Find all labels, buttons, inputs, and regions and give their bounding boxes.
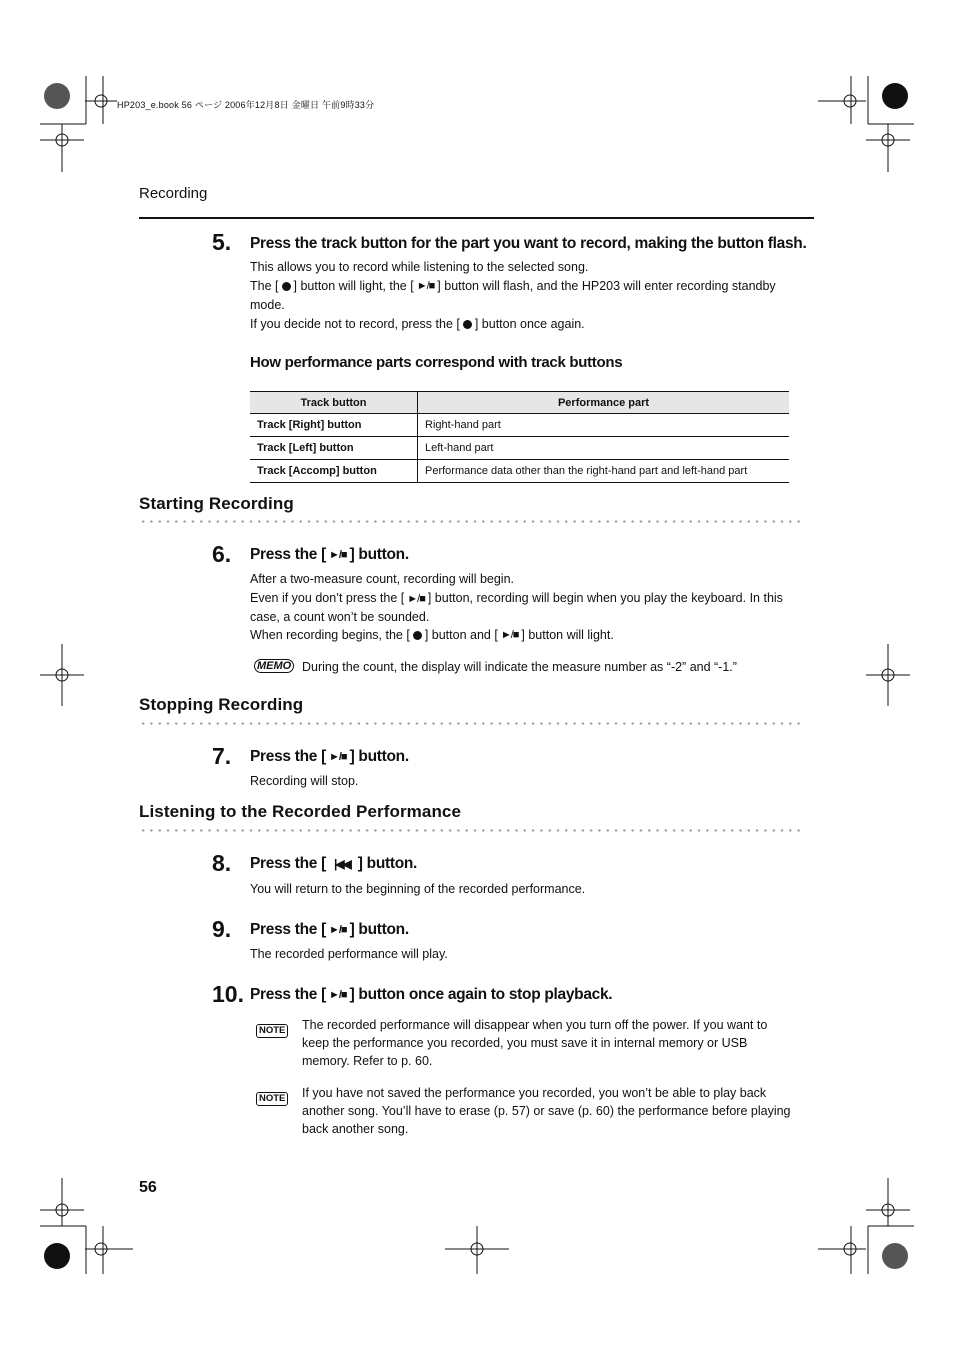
step-10-number: 10. <box>212 981 244 1007</box>
step-6-title <box>250 546 409 564</box>
step-9-line: The recorded performance will play. <box>250 947 448 961</box>
step-5-number: 5. <box>212 229 232 255</box>
step-10-title <box>250 986 612 1004</box>
text: ] button. <box>349 546 409 563</box>
play-stop-icon: ►/■ <box>500 628 519 641</box>
text: ] button once again. <box>474 317 585 332</box>
page-number: 56 <box>139 1179 157 1196</box>
table-row <box>250 437 789 460</box>
note-text: The recorded performance will disappear when you turn off the power. If you want to keep the performance you recorded, you must save it in internal memory or USB memory. Refer to p. 60. <box>302 1018 768 1068</box>
record-icon <box>282 282 291 291</box>
text: Even if you don’t press the [ <box>250 591 405 605</box>
step-7-line: Recording will stop. <box>250 774 359 788</box>
text: The [ <box>250 279 279 293</box>
step-8-number: 8. <box>212 850 232 876</box>
text: Press the [ <box>250 748 326 765</box>
print-header: HP203_e.book 56 ページ 2006年12月8日 金曜日 午前9時33分 <box>117 100 375 110</box>
note-icon: NOTE <box>256 1092 288 1106</box>
text: ] button and [ <box>424 627 498 642</box>
record-icon <box>463 320 472 329</box>
play-stop-icon: ►/■ <box>328 988 347 1001</box>
header-rule <box>139 217 814 219</box>
memo-icon: MEMO <box>254 659 294 673</box>
note-text: If you have not saved the performance you recorded, you won’t be able to play back another song. You’ll have to erase (p. 57) or save (p. 60) the performance before playing back another song. <box>302 1086 791 1136</box>
text: ] button once again to stop playback. <box>349 986 613 1003</box>
text: ] button will flash, and the HP203 will enter recording standby mode. <box>250 279 776 313</box>
step-7-title <box>250 748 409 766</box>
column-header: Performance part <box>418 392 790 414</box>
step-5-line <box>250 277 800 315</box>
step-8-title <box>250 855 417 873</box>
note-icon: NOTE <box>256 1024 288 1038</box>
table-cell: Track [Right] button <box>250 414 418 437</box>
text: ] button. <box>349 921 409 938</box>
section-heading-starting: Starting Recording <box>139 494 294 513</box>
text: Press the [ <box>250 546 326 563</box>
text: When recording begins, the [ <box>250 627 410 642</box>
step-8-line: You will return to the beginning of the recorded performance. <box>250 882 586 896</box>
play-stop-icon: ►/■ <box>407 592 425 605</box>
text: Press the [ <box>250 986 326 1003</box>
play-stop-icon: ►/■ <box>328 923 347 936</box>
text: If you decide not to record, press the [ <box>250 317 460 332</box>
column-header: Track button <box>250 392 418 414</box>
step-6-number: 6. <box>212 541 232 567</box>
text: ] button will light. <box>521 627 614 642</box>
step-6-line <box>250 589 800 626</box>
play-stop-icon: ►/■ <box>328 750 347 763</box>
text: ] button, recording will begin when you play the keyboard. In this case, a count won’t be sounded. <box>250 591 783 624</box>
section-heading-listening: Listening to the Recorded Performance <box>139 802 462 821</box>
step-6-body <box>250 570 800 645</box>
text: Press the [ <box>250 855 326 872</box>
step-5-line <box>250 315 800 334</box>
track-table <box>250 391 789 483</box>
table-cell: Track [Left] button <box>250 437 418 460</box>
table-cell: Left-hand part <box>418 437 790 460</box>
step-6-line <box>250 626 800 645</box>
dotted-divider <box>139 722 805 725</box>
play-stop-icon: ►/■ <box>328 548 347 561</box>
text: ] button. <box>357 855 418 872</box>
step-5-body <box>250 258 800 334</box>
table-row <box>250 460 789 483</box>
dotted-divider <box>139 829 805 832</box>
text: Press the [ <box>250 921 326 938</box>
step-5-title: Press the track button for the part you want to record, making the button flash. <box>250 235 807 252</box>
step-5-line: This allows you to record while listening to the selected song. <box>250 260 589 274</box>
reset-icon: |◀◀ <box>333 856 350 871</box>
section-label: Recording <box>139 185 208 202</box>
step-6-line: After a two-measure count, recording will begin. <box>250 572 515 586</box>
dotted-divider <box>139 520 805 523</box>
step-9-title <box>250 921 409 939</box>
table-header-row <box>250 392 789 414</box>
memo-text: During the count, the display will indicate the measure number as “-2” and “-1.” <box>302 660 737 674</box>
table-row <box>250 414 789 437</box>
play-stop-icon: ►/■ <box>416 280 435 293</box>
text: ] button will light, the [ <box>293 279 414 293</box>
text: ] button. <box>349 748 409 765</box>
section-heading-stopping: Stopping Recording <box>139 695 304 714</box>
table-cell: Track [Accomp] button <box>250 460 418 483</box>
table-cell: Right-hand part <box>418 414 790 437</box>
record-icon <box>413 631 422 640</box>
step-7-number: 7. <box>212 743 232 769</box>
table-cell: Performance data other than the right-hand part and left-hand part <box>418 460 790 483</box>
step-9-number: 9. <box>212 916 232 942</box>
table-title: How performance parts correspond with track buttons <box>250 354 623 371</box>
